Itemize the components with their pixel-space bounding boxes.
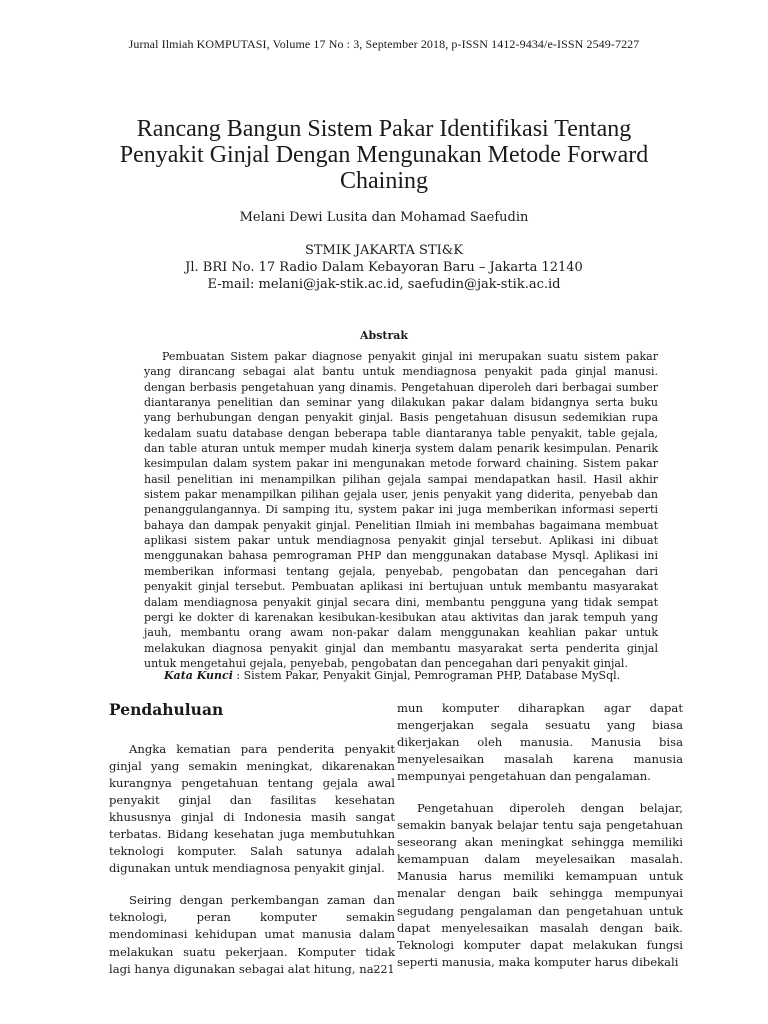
address: Jl. BRI No. 17 Radio Dalam Kebayoran Baru – Jakarta 12140 <box>185 260 583 275</box>
right-column <box>397 700 683 986</box>
abstract-heading: Abstrak <box>359 329 409 342</box>
email: E-mail: melani@jak-stik.ac.id, saefudin@jak-stik.ac.id <box>207 277 561 292</box>
institution: STMIK JAKARTA STI&K <box>304 243 464 258</box>
title-line-1: Rancang Bangun Sistem Pakar Identifikasi Tentang <box>136 116 632 142</box>
keywords-label: Kata Kunci <box>164 669 233 682</box>
page-number: 221 <box>373 963 395 976</box>
affiliation <box>0 242 768 293</box>
keywords-separator: : <box>232 669 244 682</box>
paragraph: Pengetahuan diperoleh dengan belajar, semakin banyak belajar tentu saja pengetahuan seseorang akan meningkat sehingga memiliki kemampuan dalam meyelesaikan masalah. Manusia harus memiliki kemampuan untuk menalar dengan baik sehingga mempunyai segudang pengalaman dan pengetahuan untuk dapat menyelesaikan masalah dengan baik. Teknologi komputer dapat melakukan fungsi seperti manusia, maka komputer harus dibekali <box>397 801 683 969</box>
abstract-text: Pembuatan Sistem pakar diagnose penyakit ginjal ini merupakan suatu sistem pakar yang dirancang sebagai alat bantu untuk mendiagnosa penyakit pada ginjal manusi. dengan berbasis pengetahuan yang dinamis. Pengetahuan diperoleh dari berbagai sumber diantaranya penelitian dan seminar yang dilakukan pakar dalam bidangnya serta buku yang berhubungan dengan penyakit ginjal. Basis pengetahuan disusun sedemikian rupa kedalam suatu database dengan beberapa table diantaranya table penyakit, table gejala, dan table aturan untuk memper mudah kinerja system dalam penarik kesimpulan. Penarik kesimpulan dalam system pakar ini mengunakan metode forward chaining. Sistem pakar hasil penelitian ini menampilkan pilihan gejala sampai mendapatkan hasil. Hasil akhir sistem pakar menampilkan pilihan gejala user, jenis penyakit yang diderita, penyebab dan penanggulangannya. Di samping itu, system pakar ini juga memberikan informasi seperti bahaya dan dampak penyakit ginjal. Penelitian Ilmiah ini membahas bagaimana membuat aplikasi sistem pakar untuk mendiagnosa penyakit ginjal tersebut. Aplikasi ini dibuat menggunakan bahasa pemrograman PHP dan menggunakan database Mysql. Aplikasi ini memberikan informasi tentang gejala, penyebab, pengobatan dan pencegahan dari penyakit ginjal tersebut. Pembuatan aplikasi ini bertujuan untuk membantu masyarakat dalam mendiagnosa penyakit ginjal secara dini, membantu pengguna yang tidak sempat pergi ke dokter di karenakan kesibukan-kesibukan atau aktivitas dan jarak tempuh yang jauh, membantu orang awam non-pakar dalam menggunakan keahlian pakar untuk melakukan diagnosa penyakit ginjal dan membantu masyarakat serta penderita ginjal untuk mengetahui gejala, penyebab, pengobatan dan pencegahan dari penyakit ginjal. <box>144 350 658 670</box>
title-line-2: Penyakit Ginjal Dengan Mengunakan Metode Forward <box>119 142 649 168</box>
paragraph: mun komputer diharapkan agar dapat mengerjakan segala sesuatu yang biasa dikerjakan oleh manusia. Manusia bisa menyelesaikan masalah karena manusia mempunyai pengetahuan dan pengalaman. <box>397 701 683 784</box>
journal-header: Jurnal Ilmiah KOMPUTASI, Volume 17 No : 3, September 2018, p-ISSN 1412-9434/e-ISSN 2549-7227 <box>128 37 640 51</box>
paragraph: Angka kematian para penderita penyakit ginjal yang semakin meningkat, dikarenakan kurangnya pengetahuan tentang gejala awal penyakit ginjal dan fasilitas kesehatan khususnya ginjal di Indonesia masih sangat terbatas. Bidang kesehatan juga membutuhkan teknologi komputer. Salah satunya adalah digunakan untuk mendiagnosa penyakit ginjal. <box>109 742 395 876</box>
keywords <box>164 669 684 682</box>
authors: Melani Dewi Lusita dan Mohamad Saefudin <box>239 210 529 225</box>
left-column <box>109 700 395 993</box>
section-heading: Pendahuluan <box>109 700 224 719</box>
keywords-text: Sistem Pakar, Penyakit Ginjal, Pemrograman PHP, Database MySql. <box>243 669 621 682</box>
paper-title <box>80 116 688 194</box>
paragraph: Seiring dengan perkembangan zaman dan teknologi, peran komputer semakin mendominasi kehidupan umat manusia dalam melakukan suatu pekerjaan. Komputer tidak lagi hanya digunakan sebagai alat hitung, na- <box>109 893 395 976</box>
title-line-3: Chaining <box>340 168 428 194</box>
